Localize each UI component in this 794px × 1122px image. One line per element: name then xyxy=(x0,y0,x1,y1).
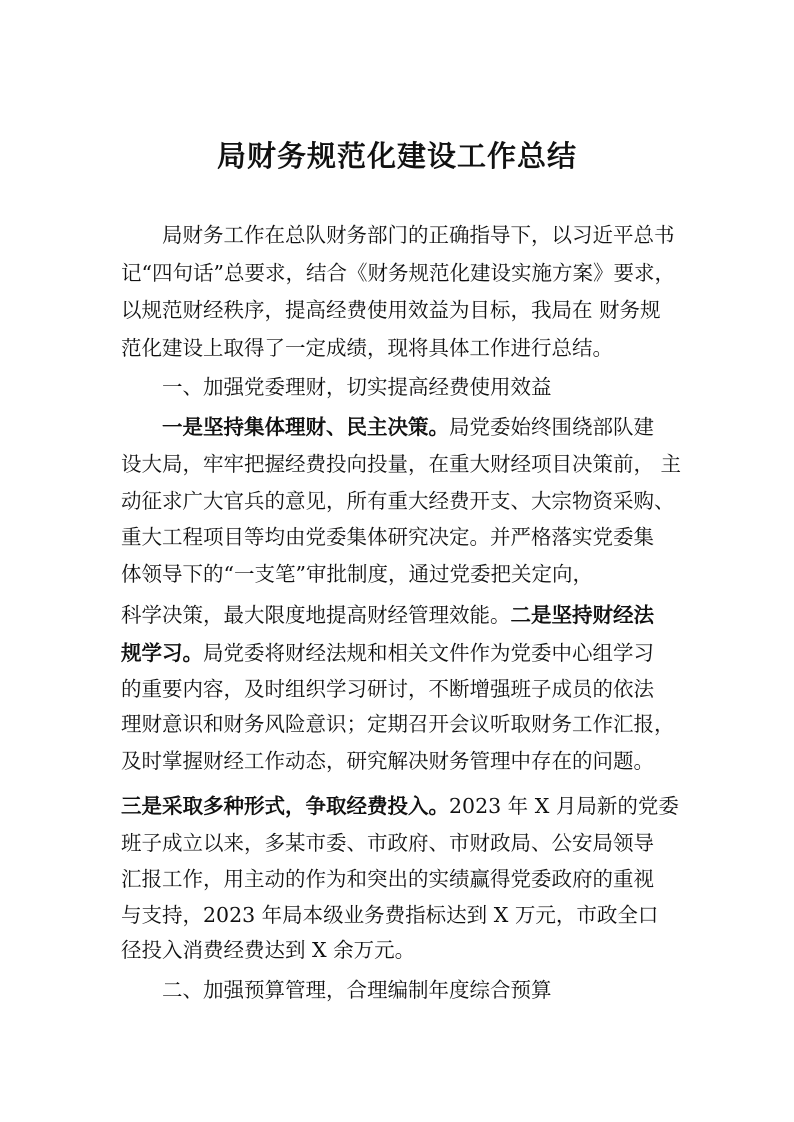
paragraph-line: 范化建设上取得了一定成绩，现将具体工作进行总结。 xyxy=(121,336,613,360)
paragraph-line: 动征求广大官兵的意见，所有重大经费开支、大宗物资采购、 xyxy=(121,489,675,513)
paragraph-line: 记“四句话”总要求，结合《财务规范化建设实施方案》要求， xyxy=(121,261,675,285)
bold-lead: 三是采取多种形式，争取经费投入。 xyxy=(121,794,449,818)
paragraph-line: 的重要内容，及时组织学习研讨，不断增强班子成员的依法 xyxy=(121,677,654,701)
document-title: 局财务规范化建设工作总结 xyxy=(216,139,577,173)
paragraph-line: 重大工程项目等均由党委集体研究决定。并严格落实党委集 xyxy=(121,525,654,549)
paragraph-line: 汇报工作，用主动的作为和突出的实绩赢得党委政府的重视 xyxy=(121,867,654,891)
paragraph-line: 一是坚持集体理财、民主决策。局党委始终围绕部队建 xyxy=(162,415,654,439)
paragraph-line: 与支持，2023 年局本级业务费指标达到 X 万元，市政全口 xyxy=(121,903,659,927)
paragraph-line: 径投入消费经费达到 X 余万元。 xyxy=(121,938,416,962)
paragraph-line: 设大局，牢牢把握经费投向投量，在重大财经项目决策前， 主 xyxy=(121,452,682,476)
paragraph-line: 理财意识和财务风险意识；定期召开会议听取财务工作汇报， xyxy=(121,712,675,736)
paragraph-line: 及时掌握财经工作动态，研究解决财务管理中存在的问题。 xyxy=(121,749,654,773)
section-heading: 二、加强预算管理，合理编制年度综合预算 xyxy=(162,978,552,1002)
paragraph-line: 体领导下的“一支笔”审批制度，通过党委把关定向， xyxy=(121,562,593,586)
bold-lead: 一是坚持集体理财、民主决策。 xyxy=(162,415,449,439)
paragraph-line: 三是采取多种形式，争取经费投入。2023 年 X 月局新的党委 xyxy=(121,794,679,818)
paragraph-line: 以规范财经秩序，提高经费使用效益为目标，我局在 财务规 xyxy=(121,298,661,322)
bold-lead: 规学习。 xyxy=(121,641,203,665)
bold-lead: 二是坚持财经法 xyxy=(510,603,654,627)
paragraph-line: 局财务工作在总队财务部门的正确指导下，以习近平总书 xyxy=(162,223,675,247)
paragraph-line: 班子成立以来，多某市委、市政府、市财政局、公安局领导 xyxy=(121,831,654,855)
paragraph-line: 规学习。局党委将财经法规和相关文件作为党委中心组学习 xyxy=(121,641,654,665)
section-heading: 一、加强党委理财，切实提高经费使用效益 xyxy=(162,375,552,399)
paragraph-line: 科学决策，最大限度地提高财经管理效能。二是坚持财经法 xyxy=(121,603,654,627)
